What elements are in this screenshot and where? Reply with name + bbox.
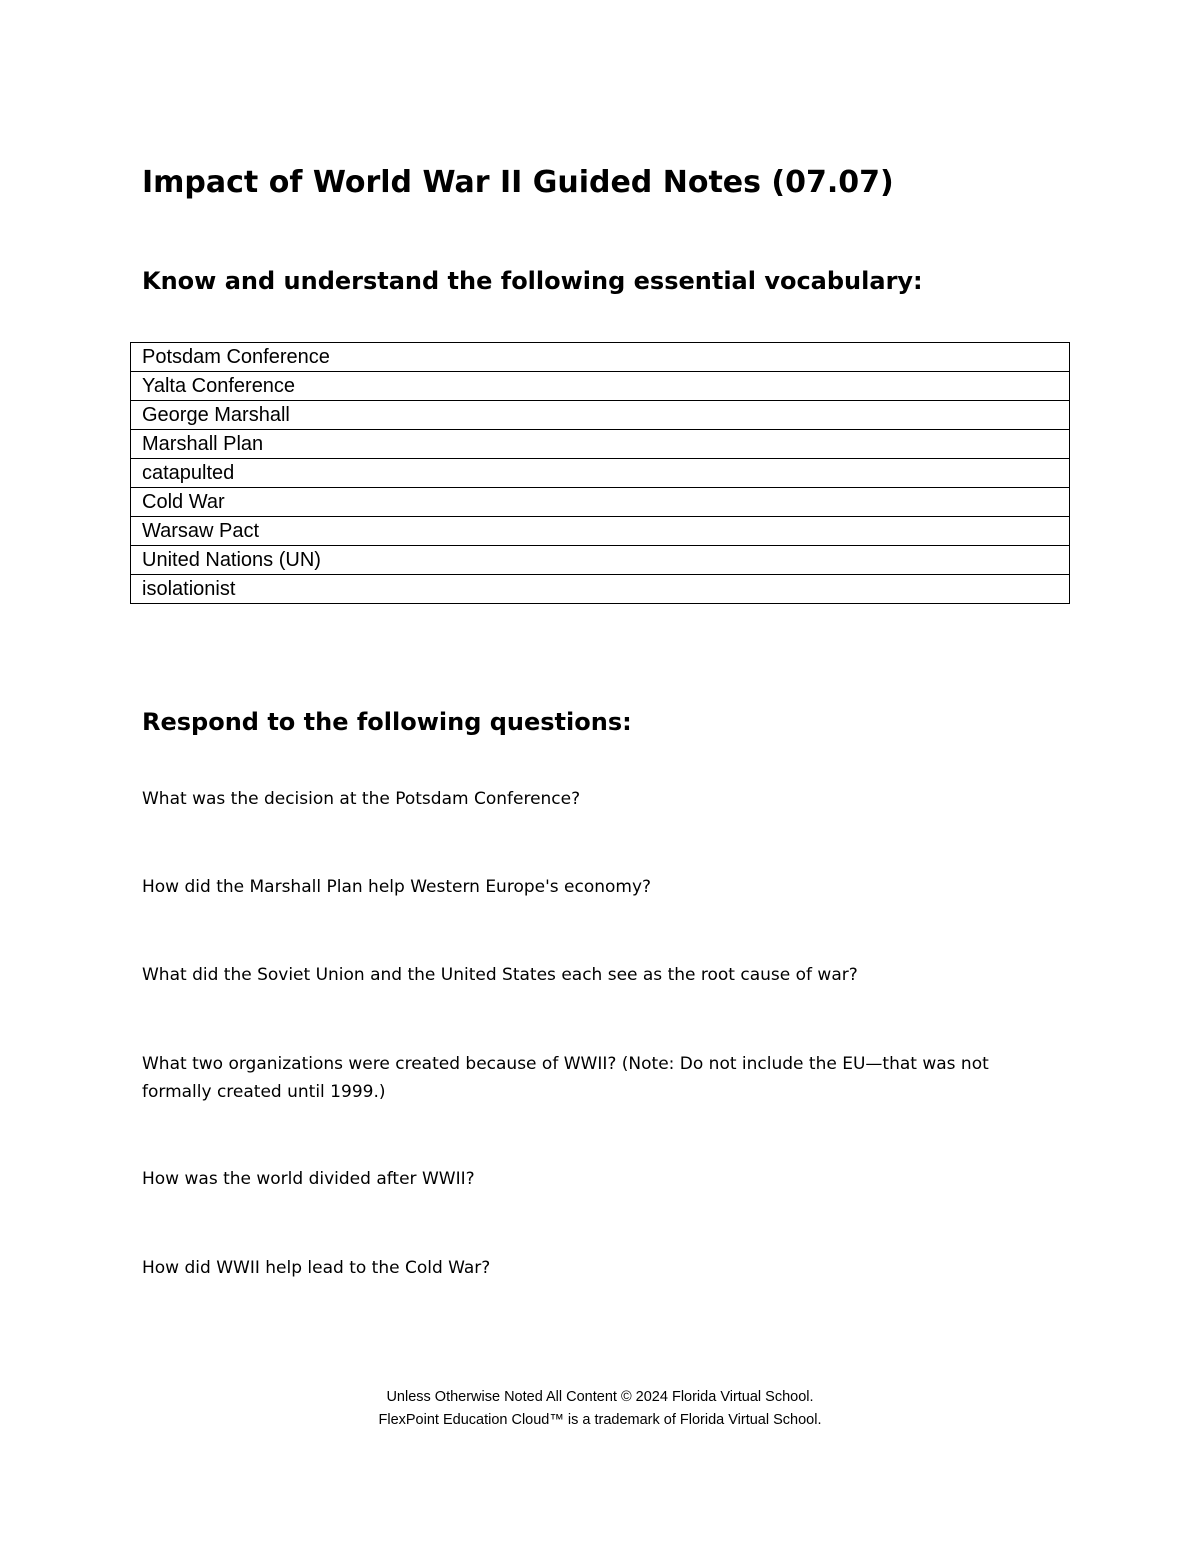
vocabulary-row: [131, 546, 1070, 575]
vocabulary-heading: Know and understand the following essential vocabulary:: [142, 267, 923, 295]
vocabulary-term: isolationist: [131, 575, 1070, 604]
vocabulary-term: Cold War: [131, 488, 1070, 517]
vocabulary-term: Yalta Conference: [131, 372, 1070, 401]
vocabulary-row: [131, 488, 1070, 517]
question-world-divided: How was the world divided after WWII?: [142, 1169, 475, 1189]
copyright-notice: Unless Otherwise Noted All Content © 2024 Florida Virtual School.: [386, 1389, 814, 1405]
trademark-notice: FlexPoint Education Cloud™ is a trademark of Florida Virtual School.: [378, 1412, 822, 1428]
vocabulary-row: [131, 343, 1070, 372]
vocabulary-row: [131, 459, 1070, 488]
vocabulary-table: [130, 342, 1070, 604]
vocabulary-term: United Nations (UN): [131, 546, 1070, 575]
questions-heading: Respond to the following questions:: [142, 708, 632, 736]
vocabulary-row: [131, 401, 1070, 430]
question-organizations-created: What two organizations were created because of WWII? (Note: Do not include the EU—that was not formally created until 1999.): [142, 1054, 989, 1102]
question-root-cause-of-war: What did the Soviet Union and the United States each see as the root cause of war?: [142, 965, 858, 985]
question-marshall-plan: How did the Marshall Plan help Western Europe's economy?: [142, 877, 652, 897]
vocabulary-row: [131, 430, 1070, 459]
question-lead-to-cold-war: How did WWII help lead to the Cold War?: [142, 1258, 491, 1278]
vocabulary-term: Marshall Plan: [131, 430, 1070, 459]
vocabulary-term: Warsaw Pact: [131, 517, 1070, 546]
page-title: Impact of World War II Guided Notes (07.07): [142, 165, 894, 200]
vocabulary-term: catapulted: [131, 459, 1070, 488]
vocabulary-term: George Marshall: [131, 401, 1070, 430]
vocabulary-row: [131, 372, 1070, 401]
vocabulary-row: [131, 517, 1070, 546]
vocabulary-row: [131, 575, 1070, 604]
question-potsdam-decision: What was the decision at the Potsdam Conference?: [142, 789, 581, 809]
vocabulary-term: Potsdam Conference: [131, 343, 1070, 372]
